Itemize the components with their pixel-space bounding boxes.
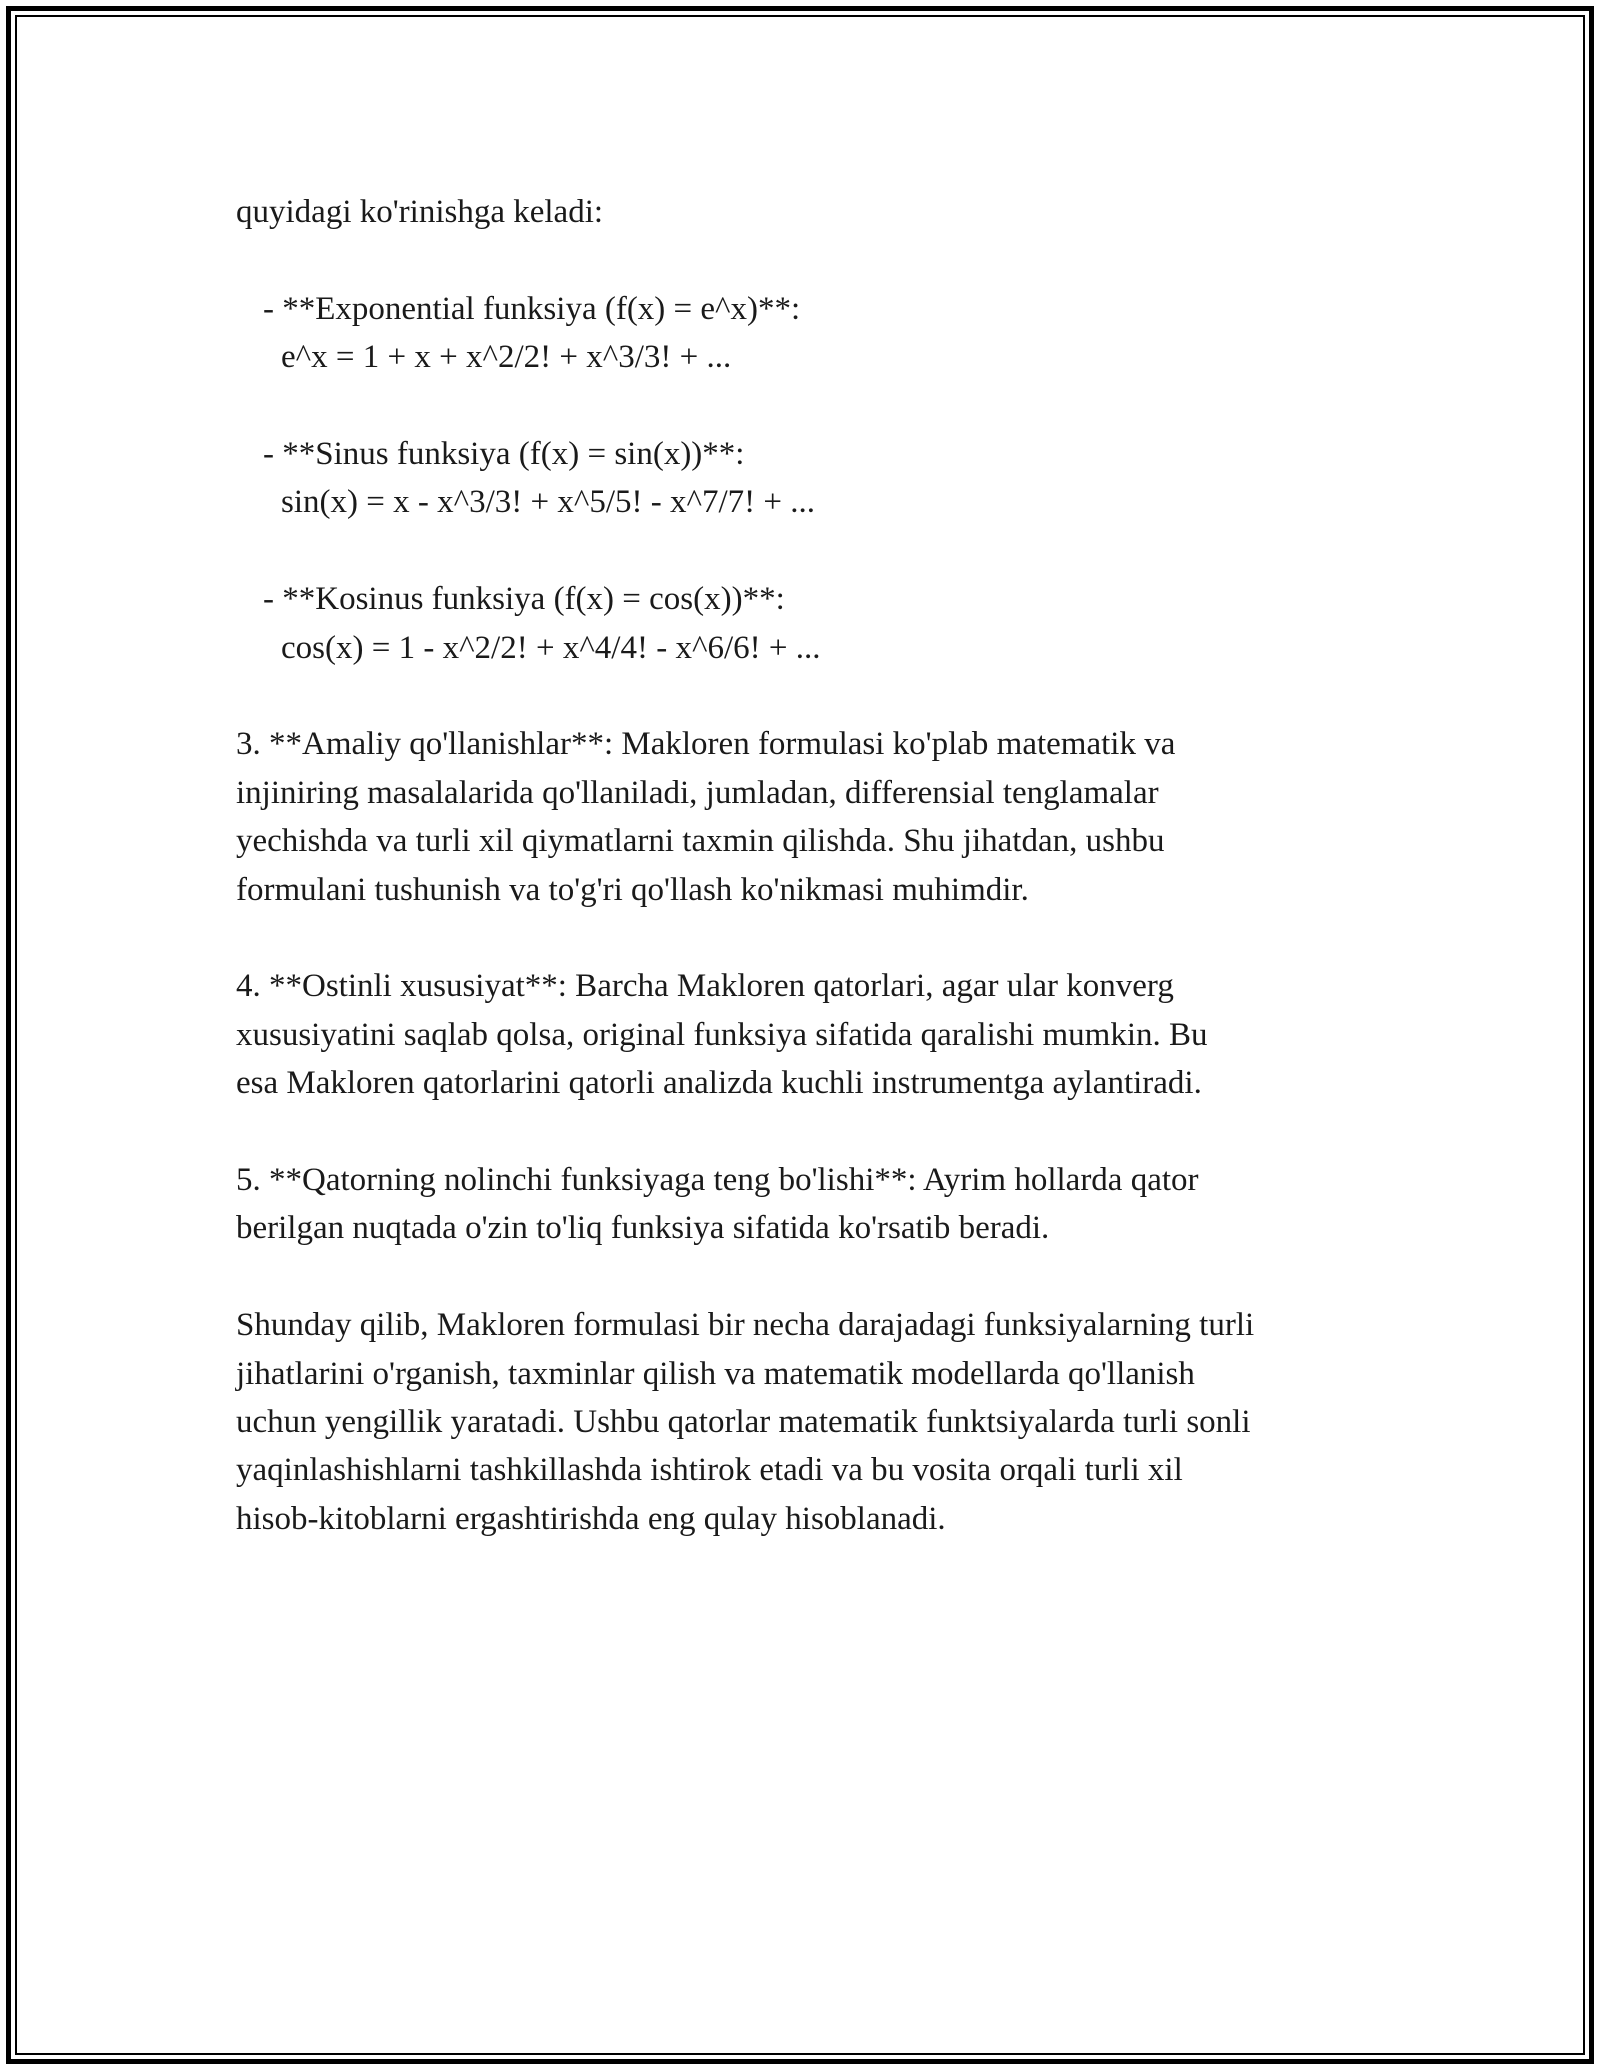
series-kosinus — [236, 575, 1396, 672]
series-heading: - **Sinus funksiya (f(x) = sin(x))**: — [263, 436, 745, 472]
paragraph-line: formulani tushunish va to'g'ri qo'llash ko'nikmasi muhimdir. — [236, 871, 1029, 908]
spacer — [236, 672, 1396, 720]
spacer — [236, 914, 1396, 962]
spacer — [236, 236, 1396, 284]
paragraph-line: Shunday qilib, Makloren formulasi bir necha darajadagi funksiyalarning turli — [236, 1307, 1255, 1344]
paragraph-line: 4. **Ostinli xususiyat**: Barcha Makloren qatorlari, agar ular konverg — [236, 968, 1174, 1005]
paragraph-5 — [236, 1156, 1396, 1253]
series-heading: - **Kosinus funksiya (f(x) = cos(x))**: — [263, 581, 785, 618]
paragraph-line: hisob-kitoblarni ergashtirishda eng qulay hisoblanadi. — [236, 1500, 946, 1537]
intro-line: quyidagi ko'rinishga keladi: — [236, 194, 604, 230]
paragraph-line: yechishda va turli xil qiymatlarni taxmin qilishda. Shu jihatdan, ushbu — [236, 823, 1165, 860]
paragraph-4 — [236, 962, 1396, 1107]
spacer — [236, 382, 1396, 430]
paragraph-line: 3. **Amaliy qo'llanishlar**: Makloren formulasi ko'plab matematik va — [236, 726, 1176, 763]
paragraph-line: xususiyatini saqlab qolsa, original funksiya sifatida qaralishi mumkin. Bu — [236, 1016, 1208, 1053]
series-exponential — [236, 285, 1396, 382]
spacer — [236, 1108, 1396, 1156]
paragraph-line: jihatlarini o'rganish, taxminlar qilish va matematik modellarda qo'llanish — [236, 1355, 1195, 1392]
paragraph-line: injiniring masalalarida qo'llaniladi, jumladan, differensial tenglamalar — [236, 774, 1159, 811]
paragraph-line: yaqinlashishlarni tashkillashda ishtirok etadi va bu vosita orqali turli xil — [236, 1452, 1183, 1489]
spacer — [236, 1253, 1396, 1301]
document-body — [236, 188, 1396, 1543]
paragraph-line: esa Makloren qatorlarini qatorli analizda kuchli instrumentga aylantiradi. — [236, 1065, 1202, 1102]
series-sinus — [236, 430, 1396, 527]
paragraph-line: 5. **Qatorning nolinchi funksiyaga teng bo'lishi**: Ayrim hollarda qator — [236, 1162, 1199, 1199]
series-formula: sin(x) = x - x^3/3! + x^5/5! - x^7/7! + ... — [281, 484, 815, 521]
paragraph-line: berilgan nuqtada o'zin to'liq funksiya sifatida ko'rsatib beradi. — [236, 1210, 1050, 1247]
paragraph-line: uchun yengillik yaratadi. Ushbu qatorlar matematik funktsiyalarda turli sonli — [236, 1404, 1251, 1441]
spacer — [236, 527, 1396, 575]
paragraph-3 — [236, 720, 1396, 914]
series-heading: - **Exponential funksiya (f(x) = e^x)**: — [263, 290, 801, 327]
series-formula: cos(x) = 1 - x^2/2! + x^4/4! - x^6/6! + ... — [281, 629, 821, 666]
conclusion-paragraph — [236, 1301, 1396, 1543]
series-formula: e^x = 1 + x + x^2/2! + x^3/3! + ... — [281, 339, 732, 376]
